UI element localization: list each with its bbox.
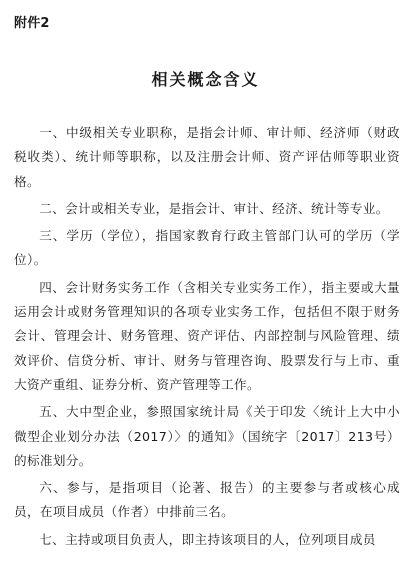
document-body (14, 121, 400, 555)
paragraph-4: 四、会计财务实务工作（含相关专业实务工作），指主要或大量运用会计或财务管理知识的各项专业实务工作，包括但不限于财务会计、管理会计、财务管理、资产评估、内部控制与风险管理、绩效评价、信贷分析、审计、财务与管理咨询、股票发行与上市、重大资产重组、证券分析、资产管理等工作。 (14, 279, 400, 392)
paragraph-3: 三、学历（学位），指国家教育行政主管部门认可的学历（学位）。 (14, 228, 400, 268)
paragraph-5: 五、大中型企业，参照国家统计局《关于印发〈统计上大中小微型企业划分办法（2017）〉的通知》（国统字〔2017〕213号）的标准划分。 (14, 404, 401, 468)
paragraph-1: 一、中级相关专业职称，是指会计师、审计师、经济师（财政税收类）、统计师等职称，以及注册会计师、资产评估师等职业资格。 (14, 125, 400, 189)
paragraph-7: 七、主持或项目负责人，即主持该项目的人，位列项目成员 (39, 531, 376, 547)
page-title: 相关概念含义 (151, 70, 260, 89)
paragraph-6: 六、参与，是指项目（论著、报告）的主要参与者或核心成员，在项目成员（作者）中排前三名。 (14, 480, 400, 520)
attachment-label: 附件2 (14, 16, 50, 31)
paragraph-2: 二、会计或相关专业，是指会计、审计、经济、统计等专业。 (39, 200, 389, 216)
